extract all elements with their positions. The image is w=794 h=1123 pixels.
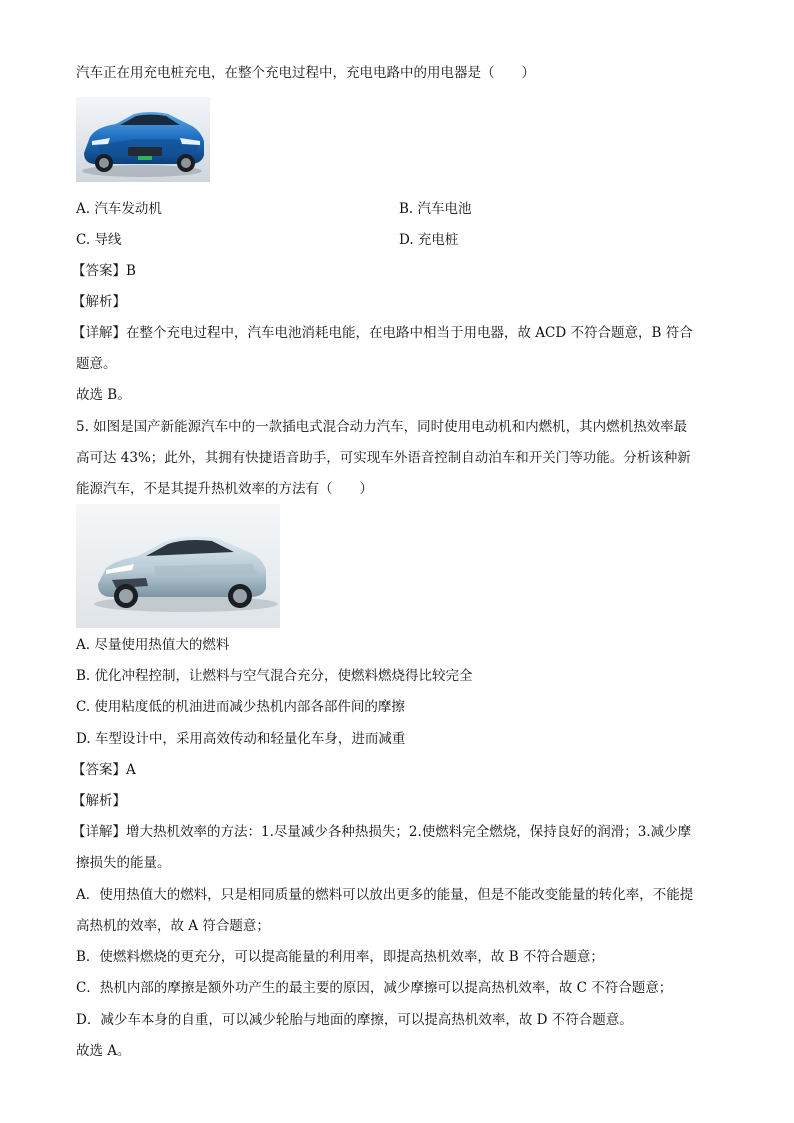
q5-option-a: A. 尽量使用热值大的燃料 <box>76 637 230 653</box>
q5-option-d: D. 车型设计中，采用高效传动和轻量化车身，进而减重 <box>76 731 406 747</box>
q5-option-b: B. 优化冲程控制，让燃料与空气混合充分，使燃料燃烧得比较完全 <box>76 668 473 684</box>
q5-option-c: C. 使用粘度低的机油进而减少热机内部各部件间的摩擦 <box>76 699 405 715</box>
q5-stem-line-3: 能源汽车，不是其提升热机效率的方法有（ ） <box>76 481 373 497</box>
q5-explain-c: C．热机内部的摩擦是额外功产生的最主要的原因，减少摩擦可以提高热机效率，故 C 不符合题意； <box>76 980 673 996</box>
q5-stem-line-2: 高可达 43%；此外，其拥有快捷语音助手，可实现车外语音控制自动泊车和开关门等功能。分析该种新 <box>76 450 691 466</box>
q4-option-d: D. 充电桩 <box>399 232 459 248</box>
q5-explain-a-line-1: A．使用热值大的燃料，只是相同质量的燃料可以放出更多的能量，但是不能改变能量的转化率，不能提 <box>76 887 694 903</box>
q4-option-b: B. 汽车电池 <box>399 201 472 217</box>
q4-detail-line-2: 题意。 <box>76 356 117 372</box>
q5-explain-d: D．减少车本身的自重，可以减少轮胎与地面的摩擦，可以提高热机效率，故 D 不符合题意。 <box>76 1012 633 1028</box>
q5-explain-b: B．使燃料燃烧的更充分，可以提高能量的利用率，即提高热机效率，故 B 不符合题意； <box>76 949 604 965</box>
q4-option-a: A. 汽车发动机 <box>76 201 162 217</box>
q4-stem: 汽车正在用充电桩充电，在整个充电过程中，充电电路中的用电器是（ ） <box>76 65 535 81</box>
q5-stem-line-1: 5. 如图是国产新能源汽车中的一款插电式混合动力汽车，同时使用电动机和内燃机，其内燃机热效率最 <box>76 419 688 435</box>
q4-analysis-heading: 【解析】 <box>72 294 126 310</box>
q4-option-c: C. 导线 <box>76 232 122 248</box>
silver-sedan-illustration <box>76 504 280 628</box>
q5-detail-line-1: 【详解】增大热机效率的方法：1.尽量减少各种热损失；2.使燃料完全燃烧，保持良好的润滑；3.减少摩 <box>72 824 692 840</box>
q5-answer: 【答案】A <box>72 762 136 778</box>
q5-analysis-heading: 【解析】 <box>72 793 126 809</box>
q4-conclusion: 故选 B。 <box>76 387 131 403</box>
blue-car-illustration <box>76 97 210 182</box>
q4-detail-line-1: 【详解】在整个充电过程中，汽车电池消耗电能，在电路中相当于用电器，故 ACD 不符合题意，B 符合 <box>72 325 693 341</box>
q5-hybrid-car-photo <box>76 504 280 628</box>
q5-conclusion: 故选 A。 <box>76 1043 131 1059</box>
q4-car-charging-photo <box>76 97 210 182</box>
q5-detail-line-2: 擦损失的能量。 <box>76 855 171 871</box>
q4-answer: 【答案】B <box>72 263 136 279</box>
q5-explain-a-line-2: 高热机的效率，故 A 符合题意； <box>76 918 270 934</box>
